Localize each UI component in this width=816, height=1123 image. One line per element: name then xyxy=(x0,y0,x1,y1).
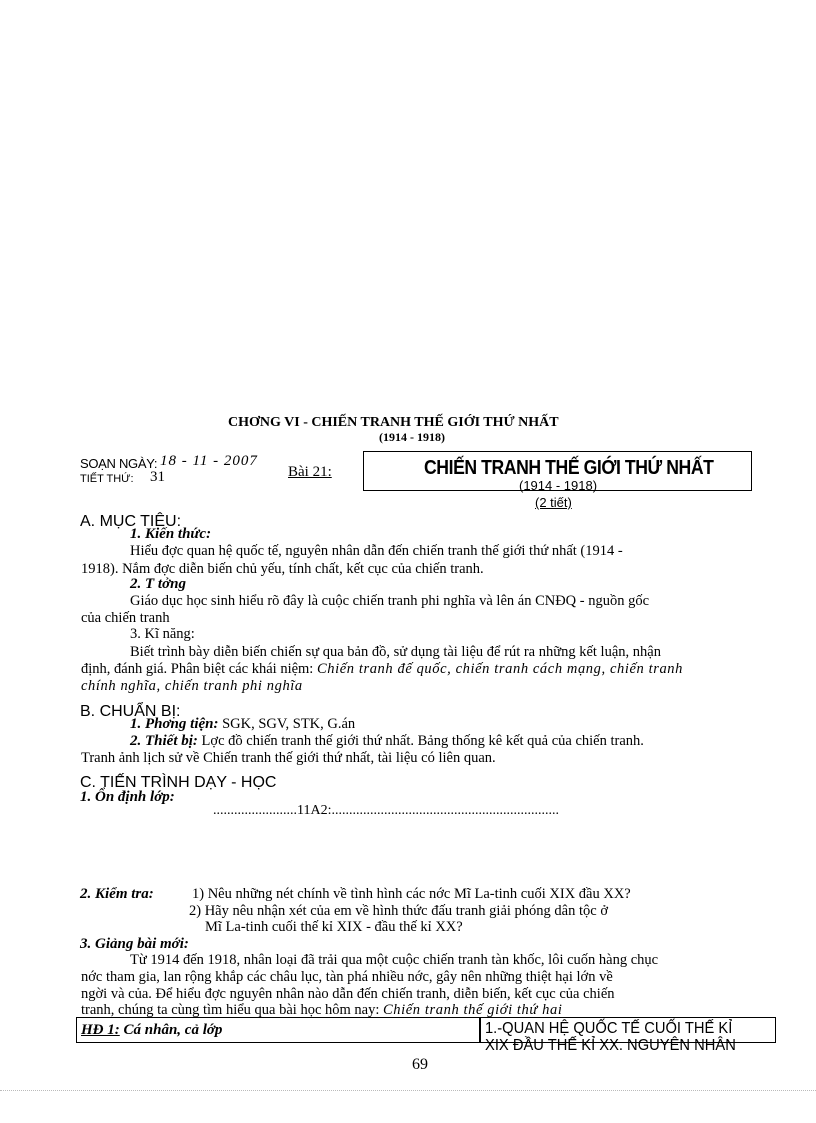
thought-heading: 2. T tởng xyxy=(130,576,186,592)
page-number: 69 xyxy=(412,1056,428,1073)
topic-heading-line-1: 1.-QUAN HỆ QUỐC TẾ CUỐI THẾ KỈ xyxy=(485,1020,733,1037)
table-column-divider xyxy=(479,1018,481,1042)
question-2a: 2) Hãy nêu nhận xét của em về hình thức đấu tranh giải phóng dân tộc ở xyxy=(189,903,608,919)
lesson-duration: (2 tiết) xyxy=(535,495,572,510)
intro-line-4 xyxy=(81,1002,562,1018)
chapter-years: (1914 - 1918) xyxy=(379,430,445,444)
equipment-text-1: Lợc đồ chiến tranh thế giới thứ nhất. Bảng thống kê kết quả của chiến tranh. xyxy=(201,733,644,749)
means-line xyxy=(130,716,355,732)
equipment-line-1 xyxy=(130,733,644,749)
page-bottom-border xyxy=(0,1090,816,1091)
equipment-heading: 2. Thiết bị: xyxy=(130,733,198,749)
date-label: SOẠN NGÀY: xyxy=(80,456,158,471)
means-heading: 1. Phơng tiện: xyxy=(130,716,219,732)
activity-label: HĐ 1: xyxy=(81,1022,120,1038)
skills-line-1: Biết trình bày diễn biến chiến sự qua bản đồ, sử dụng tài liệu để rút ra những kết luận, nhận xyxy=(130,644,661,660)
lesson-years: (1914 - 1918) xyxy=(519,478,598,493)
section-c-heading: C. TIẾN TRÌNH DẠY - HỌC xyxy=(80,774,277,791)
period-label: TIẾT THỨ: xyxy=(80,473,134,485)
means-text: SGK, SGV, STK, G.án xyxy=(222,716,356,732)
intro-line-4-italic: Chiến tranh thế giới thứ hai xyxy=(383,1002,563,1018)
equipment-line-2: Tranh ảnh lịch sử về Chiến tranh thế giới thứ nhất, tài liệu có liên quan. xyxy=(81,750,496,766)
chapter-title: CHƠNG VI - CHIẾN TRANH THẾ GIỚI THỨ NHẤT xyxy=(228,415,559,430)
thought-line-2: của chiến tranh xyxy=(81,610,170,626)
question-2b: Mĩ La-tinh cuối thế kỉ XIX - đầu thế kỉ XX? xyxy=(205,919,463,935)
lesson-title: CHIẾN TRANH THẾ GIỚI THỨ NHẤT xyxy=(424,456,714,479)
knowledge-line-2: 1918). Nắm đợc diễn biến chủ yếu, tính chất, kết cục của chiến tranh. xyxy=(81,561,484,577)
new-lesson-heading: 3. Giảng bài mới: xyxy=(80,936,189,952)
check-heading: 2. Kiểm tra: xyxy=(80,886,154,902)
skills-heading: 3. Kĩ năng: xyxy=(130,626,195,642)
skills-line-3: chính nghĩa, chiến tranh phi nghĩa xyxy=(81,678,303,694)
thought-line-1: Giáo dục học sinh hiểu rõ đây là cuộc chiến tranh phi nghĩa và lên án CNĐQ - nguồn gốc xyxy=(130,593,650,609)
knowledge-heading: 1. Kiến thức: xyxy=(130,526,212,542)
skills-line-2-italic: Chiến tranh đế quốc, chiến tranh cách mạng, chiến tranh xyxy=(316,661,684,677)
section-b-heading: B. CHUẨN BỊ: xyxy=(80,703,181,720)
skills-line-2-plain: định, đánh giá. Phân biệt các khái niệm: xyxy=(81,661,314,677)
intro-line-1: Từ 1914 đến 1918, nhân loại đã trải qua một cuộc chiến tranh tàn khốc, lôi cuốn hàng chục xyxy=(130,952,659,968)
topic-heading-line-2: XIX ĐẦU THẾ KỈ XX. NGUYÊN NHÂN xyxy=(485,1037,736,1054)
lesson-number: Bài 21: xyxy=(288,464,332,480)
intro-line-2: nớc tham gia, lan rộng khắp các châu lục, tàn phá nhiều nớc, gây nên những thiệt hại lớn về xyxy=(81,969,613,985)
class-line: ........................11A2:................................................................. xyxy=(213,803,559,818)
intro-line-4-plain: tranh, chúng ta cùng tìm hiểu qua bài học hôm nay: xyxy=(81,1002,380,1018)
stabilize-heading: 1. Ổn định lớp: xyxy=(80,789,175,805)
activity-cell xyxy=(81,1022,222,1039)
date-value: 18 - 11 - 2007 xyxy=(160,453,258,469)
activity-table-row xyxy=(76,1017,776,1054)
knowledge-line-1: Hiểu đợc quan hệ quốc tế, nguyên nhân dẫn đến chiến tranh thế giới thứ nhất (1914 - xyxy=(130,543,623,559)
question-1: 1) Nêu những nét chính về tình hình các nớc Mĩ La-tinh cuối XIX đầu XX? xyxy=(192,886,631,902)
intro-line-3: ngời và của. Để hiểu đợc nguyên nhân nào dẫn đến chiến tranh, diễn biến, kết cục của chiến xyxy=(81,986,615,1002)
section-a-heading: A. MỤC TIÊU: xyxy=(80,513,182,530)
period-value: 31 xyxy=(150,469,165,485)
skills-line-2 xyxy=(81,661,683,677)
activity-text: Cá nhân, cả lớp xyxy=(123,1022,223,1038)
